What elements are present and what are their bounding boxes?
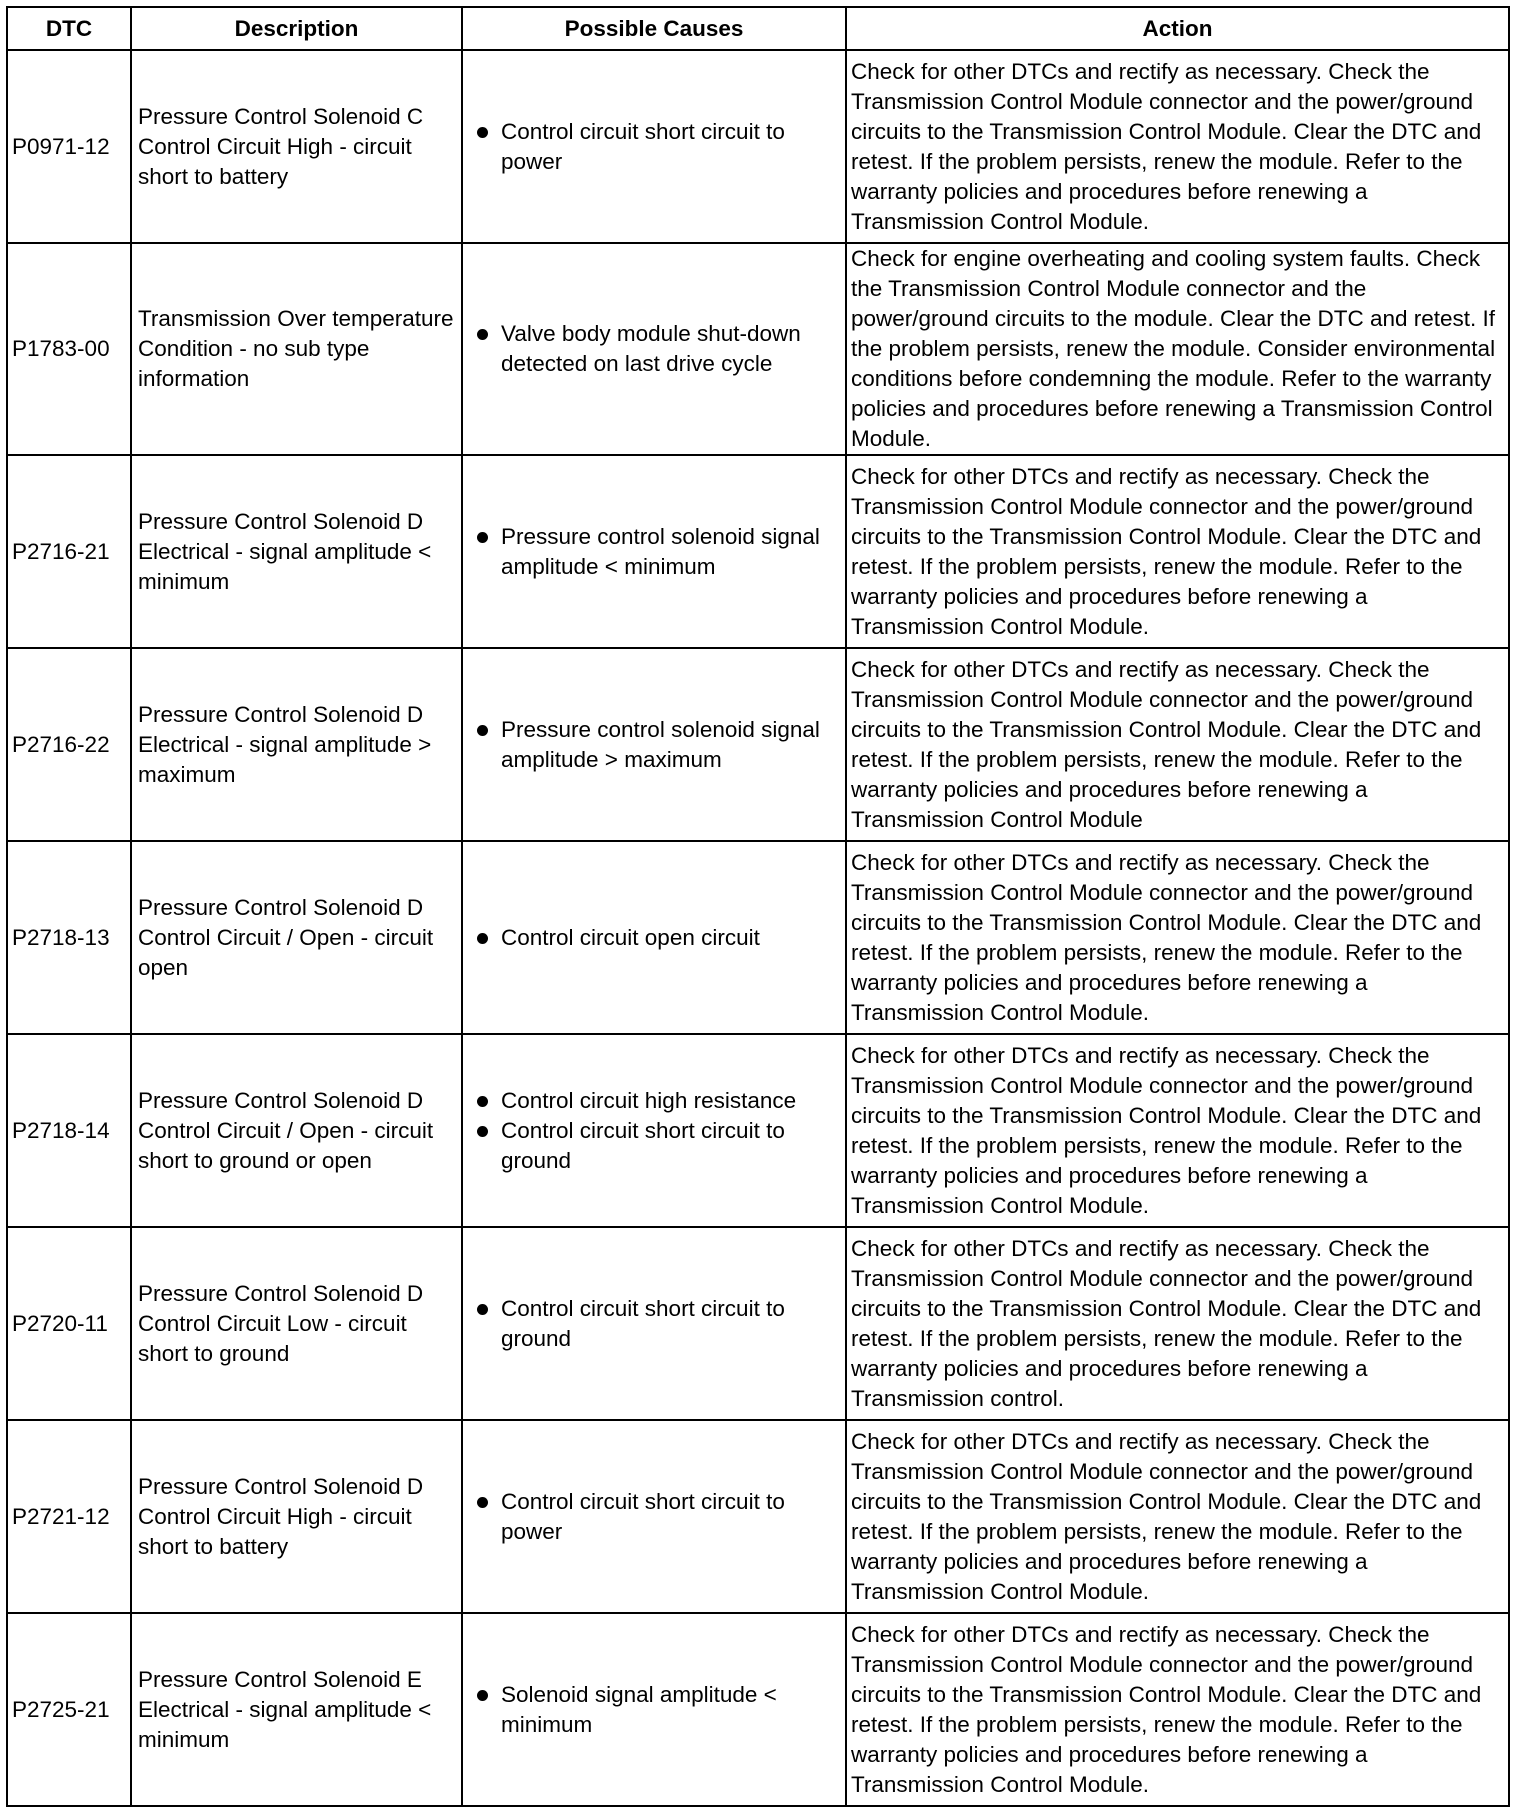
dtc-code: P2718-13 (7, 841, 131, 1034)
possible-causes-cell (462, 1227, 846, 1420)
dtc-code: P2721-12 (7, 1420, 131, 1613)
dtc-code: P2725-21 (7, 1613, 131, 1806)
dtc-code: P2720-11 (7, 1227, 131, 1420)
table-row (7, 1227, 1509, 1420)
table-row (7, 648, 1509, 841)
possible-causes-cell (462, 841, 846, 1034)
description-cell: Pressure Control Solenoid D Electrical - signal amplitude > maximum (131, 648, 462, 841)
description-cell: Pressure Control Solenoid D Control Circuit Low - circuit short to ground (131, 1227, 462, 1420)
description-cell: Transmission Over temperature Condition - no sub type information (131, 243, 462, 455)
cause-item: Control circuit short circuit to power (501, 1487, 839, 1547)
causes-list (473, 1680, 839, 1740)
cause-item: Control circuit short circuit to ground (501, 1116, 839, 1176)
causes-list (473, 923, 839, 953)
header-row (7, 7, 1509, 50)
causes-list (473, 1487, 839, 1547)
table-row (7, 1613, 1509, 1806)
action-cell: Check for engine overheating and cooling system faults. Check the Transmission Control Module connector and the power/ground circuits to the module. Clear the DTC and retest. If the problem persists, renew the module. Consider environmental conditions before condemning the module. Refer to the warranty policies and procedures before renewing a Transmission Control Module. (846, 243, 1509, 455)
causes-list (473, 319, 839, 379)
possible-causes-cell (462, 648, 846, 841)
description-cell: Pressure Control Solenoid E Electrical - signal amplitude < minimum (131, 1613, 462, 1806)
table-row (7, 841, 1509, 1034)
cause-item: Valve body module shut-down detected on last drive cycle (501, 319, 839, 379)
action-cell: Check for other DTCs and rectify as necessary. Check the Transmission Control Module connector and the power/ground circuits to the Transmission Control Module. Clear the DTC and retest. If the problem persists, renew the module. Refer to the warranty policies and procedures before renewing a Transmission Control Module (846, 648, 1509, 841)
action-cell: Check for other DTCs and rectify as necessary. Check the Transmission Control Module connector and the power/ground circuits to the Transmission Control Module. Clear the DTC and retest. If the problem persists, renew the module. Refer to the warranty policies and procedures before renewing a Transmission control. (846, 1227, 1509, 1420)
dtc-code: P0971-12 (7, 50, 131, 243)
header-action: Action (846, 7, 1509, 50)
causes-list (473, 1294, 839, 1354)
cause-item: Control circuit short circuit to ground (501, 1294, 839, 1354)
description-cell: Pressure Control Solenoid D Control Circuit / Open - circuit open (131, 841, 462, 1034)
description-cell: Pressure Control Solenoid D Electrical - signal amplitude < minimum (131, 455, 462, 648)
dtc-code: P2716-21 (7, 455, 131, 648)
cause-item: Control circuit short circuit to power (501, 117, 839, 177)
causes-list (473, 522, 839, 582)
dtc-code: P2718-14 (7, 1034, 131, 1227)
action-cell: Check for other DTCs and rectify as necessary. Check the Transmission Control Module connector and the power/ground circuits to the Transmission Control Module. Clear the DTC and retest. If the problem persists, renew the module. Refer to the warranty policies and procedures before renewing a Transmission Control Module. (846, 841, 1509, 1034)
cause-item: Pressure control solenoid signal amplitude < minimum (501, 522, 839, 582)
causes-list (473, 117, 839, 177)
action-cell: Check for other DTCs and rectify as necessary. Check the Transmission Control Module connector and the power/ground circuits to the Transmission Control Module. Clear the DTC and retest. If the problem persists, renew the module. Refer to the warranty policies and procedures before renewing a Transmission Control Module. (846, 1034, 1509, 1227)
cause-item: Solenoid signal amplitude < minimum (501, 1680, 839, 1740)
possible-causes-cell (462, 1613, 846, 1806)
cause-item: Control circuit high resistance (501, 1086, 839, 1116)
header-possible-causes: Possible Causes (462, 7, 846, 50)
dtc-code: P1783-00 (7, 243, 131, 455)
cause-item: Pressure control solenoid signal amplitude > maximum (501, 715, 839, 775)
header-description: Description (131, 7, 462, 50)
table-body (7, 50, 1509, 1806)
table-row (7, 1420, 1509, 1613)
possible-causes-cell (462, 1034, 846, 1227)
action-cell: Check for other DTCs and rectify as necessary. Check the Transmission Control Module connector and the power/ground circuits to the Transmission Control Module. Clear the DTC and retest. If the problem persists, renew the module. Refer to the warranty policies and procedures before renewing a Transmission Control Module. (846, 455, 1509, 648)
table-row (7, 1034, 1509, 1227)
action-cell: Check for other DTCs and rectify as necessary. Check the Transmission Control Module connector and the power/ground circuits to the Transmission Control Module. Clear the DTC and retest. If the problem persists, renew the module. Refer to the warranty policies and procedures before renewing a Transmission Control Module. (846, 50, 1509, 243)
possible-causes-cell (462, 50, 846, 243)
dtc-table (6, 6, 1510, 1807)
possible-causes-cell (462, 455, 846, 648)
causes-list (473, 1086, 839, 1176)
description-cell: Pressure Control Solenoid C Control Circuit High - circuit short to battery (131, 50, 462, 243)
possible-causes-cell (462, 243, 846, 455)
table-row (7, 455, 1509, 648)
causes-list (473, 715, 839, 775)
possible-causes-cell (462, 1420, 846, 1613)
action-cell: Check for other DTCs and rectify as necessary. Check the Transmission Control Module connector and the power/ground circuits to the Transmission Control Module. Clear the DTC and retest. If the problem persists, renew the module. Refer to the warranty policies and procedures before renewing a Transmission Control Module. (846, 1613, 1509, 1806)
table-row (7, 50, 1509, 243)
action-cell: Check for other DTCs and rectify as necessary. Check the Transmission Control Module connector and the power/ground circuits to the Transmission Control Module. Clear the DTC and retest. If the problem persists, renew the module. Refer to the warranty policies and procedures before renewing a Transmission Control Module. (846, 1420, 1509, 1613)
description-cell: Pressure Control Solenoid D Control Circuit / Open - circuit short to ground or open (131, 1034, 462, 1227)
header-dtc: DTC (7, 7, 131, 50)
description-cell: Pressure Control Solenoid D Control Circuit High - circuit short to battery (131, 1420, 462, 1613)
cause-item: Control circuit open circuit (501, 923, 839, 953)
table-row (7, 243, 1509, 455)
dtc-code: P2716-22 (7, 648, 131, 841)
